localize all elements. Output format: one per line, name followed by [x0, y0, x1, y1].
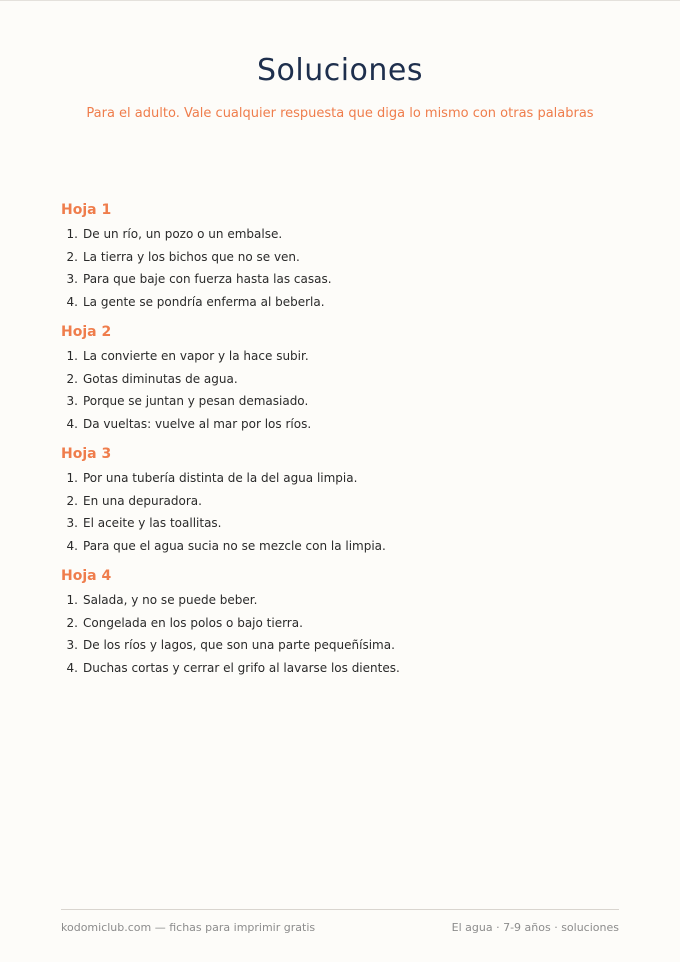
page-subtitle: Para el adulto. Vale cualquier respuesta que diga lo mismo con otras palabras [86, 106, 594, 121]
answer-item [61, 512, 621, 535]
answer-item [61, 467, 621, 490]
page-title: Soluciones [256, 53, 424, 88]
answer-text: De un río, un pozo o un embalse. [83, 227, 283, 241]
answer-text: Salada, y no se puede beber. [83, 593, 258, 607]
answer-number: 2. [66, 493, 78, 508]
footer-site-credit: kodomiclub.com — fichas para imprimir gratis [61, 921, 316, 934]
section-title: Hoja 2 [61, 324, 112, 340]
answer-number: 2. [66, 615, 78, 630]
answer-number: 3. [66, 272, 78, 286]
answer-item [61, 657, 621, 680]
answer-list [61, 467, 621, 557]
answer-item [61, 490, 621, 513]
answer-number: 2. [66, 249, 78, 264]
answer-list [61, 345, 621, 435]
answer-list [61, 589, 621, 679]
answer-text: El aceite y las toallitas. [83, 516, 222, 530]
answer-text: Porque se juntan y pesan demasiado. [83, 394, 309, 408]
section-hoja-1 [61, 201, 621, 313]
answer-item [61, 246, 621, 269]
section-hoja-4 [61, 567, 621, 679]
answer-item [61, 589, 621, 612]
answer-text: La convierte en vapor y la hace subir. [83, 349, 309, 363]
answer-number: 1. [66, 227, 78, 241]
answer-item [61, 390, 621, 413]
section-title: Hoja 1 [61, 202, 112, 218]
answer-item [61, 612, 621, 635]
section-hoja-3 [61, 445, 621, 557]
answer-number: 2. [66, 371, 78, 386]
answer-number: 4. [66, 416, 78, 431]
section-title: Hoja 3 [61, 446, 112, 462]
section-hoja-2 [61, 323, 621, 435]
answer-text: De los ríos y lagos, que son una parte pequeñísima. [83, 638, 395, 652]
answer-number: 1. [66, 471, 78, 485]
answer-text: Congelada en los polos o bajo tierra. [83, 615, 303, 630]
answer-item [61, 345, 621, 368]
section-title: Hoja 4 [61, 568, 112, 584]
answer-text: Duchas cortas y cerrar el grifo al lavarse los dientes. [83, 660, 400, 675]
solutions-list [61, 201, 621, 689]
footer-worksheet-info: El agua · 7-9 años · soluciones [451, 921, 619, 934]
answer-number: 3. [66, 638, 78, 652]
answer-text: Para que el agua sucia no se mezcle con la limpia. [83, 538, 386, 553]
answer-number: 1. [66, 349, 78, 363]
answer-number: 3. [66, 516, 78, 530]
answer-text: En una depuradora. [83, 493, 202, 508]
answer-item [61, 413, 621, 436]
answer-item [61, 291, 621, 314]
answer-text: Por una tubería distinta de la del agua limpia. [83, 471, 358, 485]
answer-item [61, 634, 621, 657]
answer-text: La tierra y los bichos que no se ven. [83, 249, 300, 264]
answer-item [61, 535, 621, 558]
answer-number: 3. [66, 394, 78, 408]
answer-list [61, 223, 621, 313]
answer-item [61, 368, 621, 391]
answer-item [61, 268, 621, 291]
footer-divider [61, 909, 619, 910]
answer-text: La gente se pondría enferma al beberla. [83, 294, 325, 309]
answer-number: 1. [66, 593, 78, 607]
answer-number: 4. [66, 538, 78, 553]
answer-item [61, 223, 621, 246]
answer-text: Para que baje con fuerza hasta las casas. [83, 272, 332, 286]
answer-number: 4. [66, 660, 78, 675]
answer-text: Da vueltas: vuelve al mar por los ríos. [83, 416, 312, 431]
answer-number: 4. [66, 294, 78, 309]
answer-text: Gotas diminutas de agua. [83, 371, 238, 386]
